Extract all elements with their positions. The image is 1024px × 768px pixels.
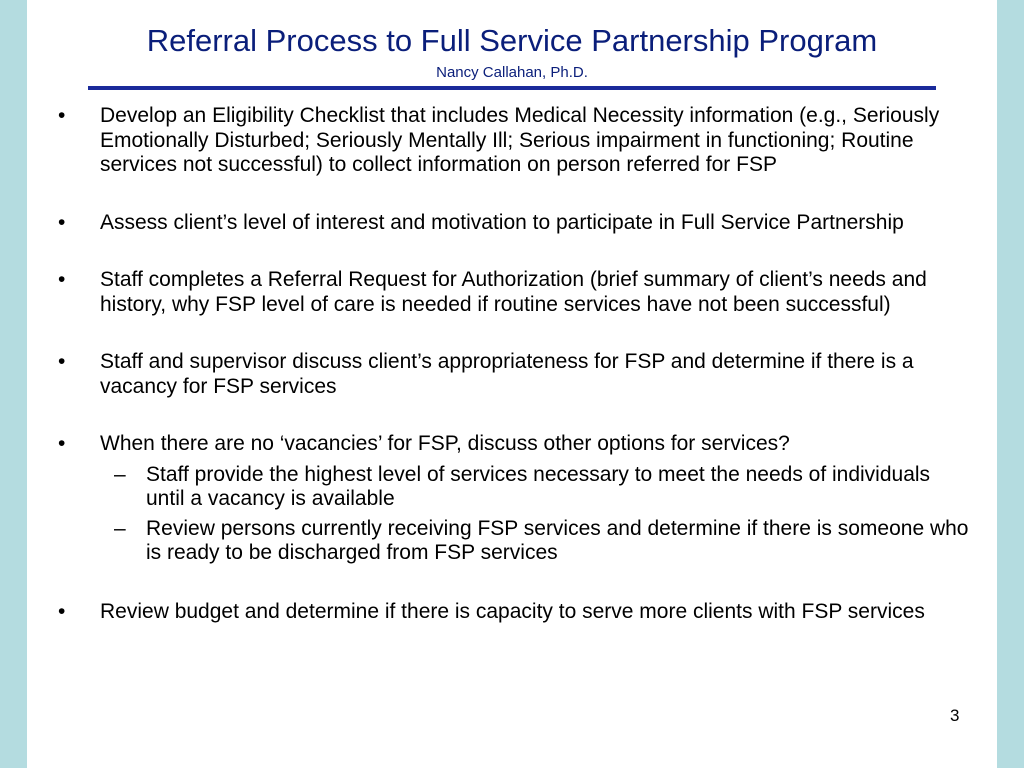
sub-bullet-marker: – [114, 516, 126, 540]
bullet-text: Staff completes a Referral Request for Authorization (brief summary of client’s needs and history, why FSP level of care is needed if routine services have not been successful) [100, 268, 927, 316]
title-divider [88, 86, 936, 90]
bullet-marker: • [58, 432, 66, 455]
bullet-text: Develop an Eligibility Checklist that includes Medical Necessity information (e.g., Seriously Emotionally Disturbed; Seriously Mentally Ill; Serious impairment in functioning; Routine services not successful) to collect information on person referred for FSP [100, 104, 940, 176]
slide-number: 3 [950, 706, 960, 725]
bullet-item [58, 268, 970, 317]
bullet-text: Review budget and determine if there is capacity to serve more clients with FSP services [100, 599, 925, 623]
bullet-marker: • [58, 599, 66, 623]
bullet-item [58, 104, 970, 178]
sub-bullet-marker: – [114, 462, 126, 486]
bullet-list [58, 104, 970, 657]
bullet-marker: • [58, 268, 66, 291]
bullet-marker: • [58, 210, 66, 234]
bullet-marker: • [58, 350, 66, 373]
bullet-text: Staff and supervisor discuss client’s appropriateness for FSP and determine if there is a vacancy for FSP services [100, 350, 914, 398]
right-side-bar [997, 0, 1024, 768]
sub-bullet-item [58, 463, 970, 512]
sub-bullet-text: Review persons currently receiving FSP services and determine if there is someone who is ready to be discharged from FSP services [146, 516, 969, 564]
slide-title: Referral Process to Full Service Partnership Program [146, 23, 878, 58]
sub-bullet-list [58, 463, 970, 566]
sub-bullet-item [58, 517, 970, 566]
slide-subtitle: Nancy Callahan, Ph.D. [436, 64, 588, 81]
bullet-item [58, 350, 970, 399]
bullet-item [58, 211, 970, 236]
bullet-text: Assess client’s level of interest and motivation to participate in Full Service Partnership [100, 210, 904, 234]
bullet-item [58, 432, 970, 457]
bullet-marker: • [58, 104, 66, 127]
bullet-text: When there are no ‘vacancies’ for FSP, discuss other options for services? [100, 432, 790, 455]
sub-bullet-text: Staff provide the highest level of services necessary to meet the needs of individuals until a vacancy is available [146, 462, 931, 510]
left-side-bar [0, 0, 27, 768]
bullet-item [58, 600, 970, 625]
